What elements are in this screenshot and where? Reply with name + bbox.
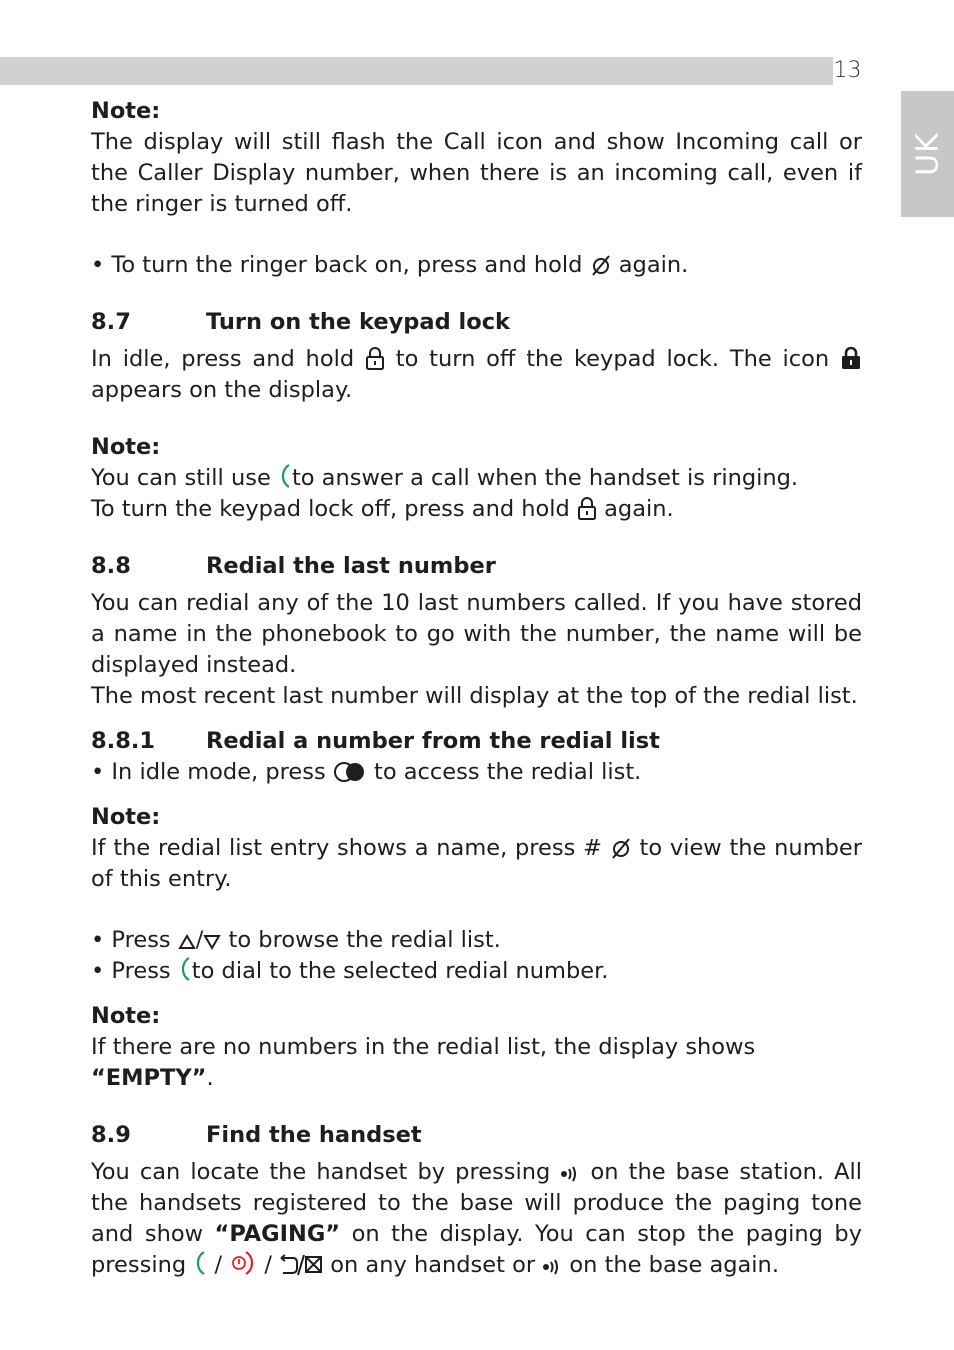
dial-instruction: • Press to dial to the selected redial number. [91,958,609,984]
section-text-8-9: You can locate the handset by pressing on the base station. All the handsets registered to the base will produce the paging tone and show “PAGING” on the display. You can stop the paging by pressing / / on any handset or on the base again. [91,1159,863,1278]
ringer-off-icon [590,254,612,276]
keypad-lock-key-icon [365,346,385,370]
end-call-icon [229,1250,257,1276]
section-heading-8-7: 8.7 Turn on the keypad lock [91,309,511,335]
redial-instruction: • In idle mode, press to access the redial list. [91,759,642,785]
section-text-8-8-recent: The most recent last number will display at the top of the redial list. [91,683,858,709]
note-text: The display will still flash the Call icon and show Incoming call or the Caller Display number, when there is an incoming call, even if the ringer is turned off. [91,129,862,217]
note-heading: Note: [91,434,161,460]
section-heading-8-9: 8.9 Find the handset [91,1122,422,1148]
ringer-off-icon [610,837,632,859]
language-tab-label: UK [910,132,945,176]
language-tab [901,91,954,217]
note-heading: Note: [91,98,161,124]
down-arrow-icon [203,933,221,951]
up-arrow-icon [178,933,196,951]
note-text: You can still use to answer a call when the handset is ringing. To turn the keypad lock off, press and hold again. [91,465,799,522]
paging-icon [542,1258,562,1276]
section-text-8-7: In idle, press and hold to turn off the keypad lock. The icon appears on the display. [91,344,862,406]
call-key-icon [278,463,292,489]
browse-instruction: • Press / to browse the redial list. [91,927,501,953]
header-bar [0,57,862,85]
note-heading: Note: [91,1003,161,1029]
note-text: If the redial list entry shows a name, press # to view the number of this entry. [91,835,862,892]
note-heading: Note: [91,804,161,830]
back-delete-icon [279,1254,323,1276]
section-heading-8-8: 8.8 Redial the last number [91,553,496,579]
page-content [91,96,862,1281]
section-heading-8-8-1: 8.8.1 Redial a number from the redial list [91,728,660,754]
note-text: If there are no numbers in the redial list, the display shows “EMPTY”. [91,1034,756,1091]
keypad-lock-key-icon [577,496,597,520]
section-text-8-8: You can redial any of the 10 last numbers called. If you have stored a name in the phonebook to go with the number, the name will be displayed instead. [91,590,862,678]
call-key-icon [178,956,192,982]
ringer-on-instruction: • To turn the ringer back on, press and hold again. [91,252,689,278]
paging-icon [560,1165,580,1183]
page-number: 13 [833,58,862,83]
call-key-icon [193,1250,207,1276]
redial-key-icon [333,761,367,783]
lock-icon [840,346,862,370]
